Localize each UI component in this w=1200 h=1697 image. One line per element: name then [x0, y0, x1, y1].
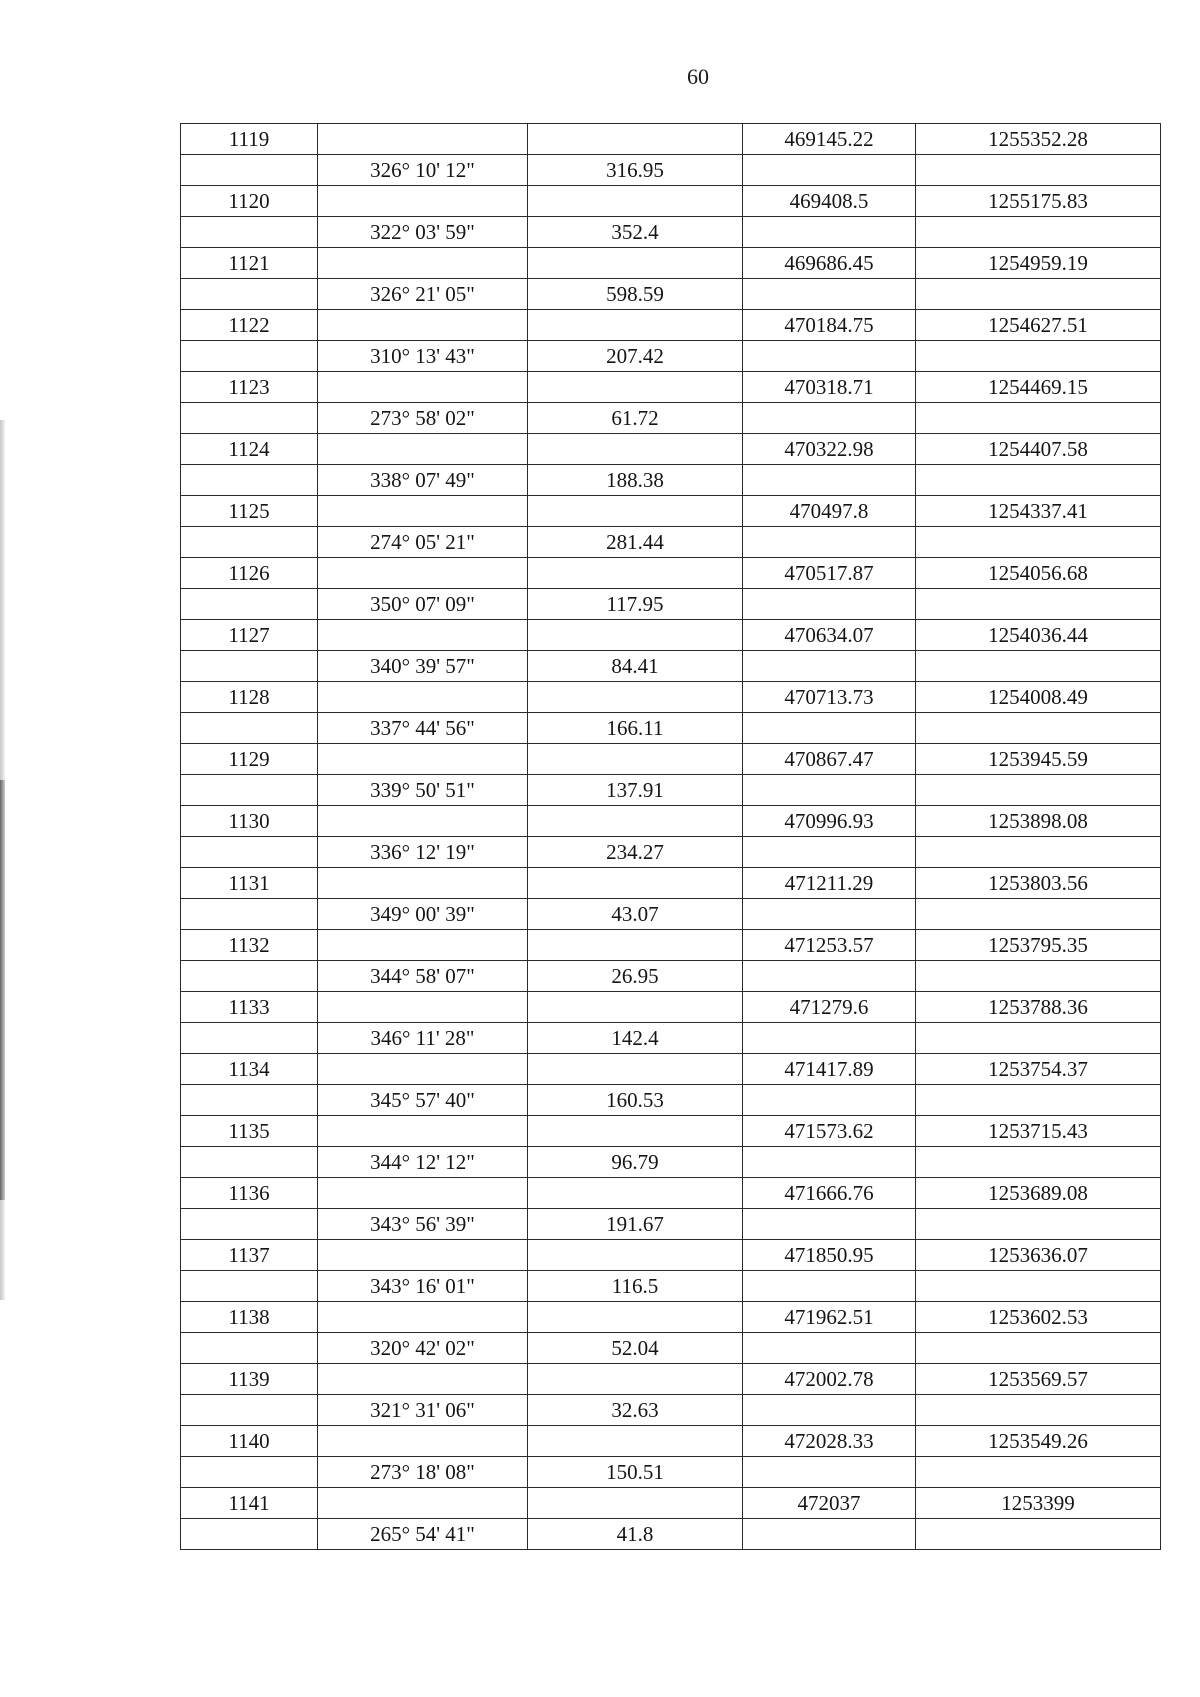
- y-coordinate-cell: 1255175.83: [916, 186, 1161, 217]
- x-coordinate-cell: 471279.6: [743, 992, 916, 1023]
- distance-cell: 137.91: [528, 775, 743, 806]
- table-row-point: [181, 1240, 1161, 1271]
- table-row-segment: [181, 1147, 1161, 1178]
- empty-cell: [318, 744, 528, 775]
- y-coordinate-cell: 1253689.08: [916, 1178, 1161, 1209]
- distance-cell: 188.38: [528, 465, 743, 496]
- empty-cell: [916, 1147, 1161, 1178]
- empty-cell: [528, 1116, 743, 1147]
- distance-cell: 352.4: [528, 217, 743, 248]
- point-id-cell: 1122: [181, 310, 318, 341]
- empty-cell: [528, 1302, 743, 1333]
- bearing-cell: 344° 58' 07": [318, 961, 528, 992]
- empty-cell: [743, 1457, 916, 1488]
- empty-cell: [181, 589, 318, 620]
- empty-cell: [181, 1209, 318, 1240]
- bearing-cell: 340° 39' 57": [318, 651, 528, 682]
- distance-cell: 32.63: [528, 1395, 743, 1426]
- table-row-point: [181, 186, 1161, 217]
- point-id-cell: 1125: [181, 496, 318, 527]
- empty-cell: [318, 682, 528, 713]
- coordinates-table: [180, 123, 1161, 1550]
- empty-cell: [181, 961, 318, 992]
- empty-cell: [181, 1457, 318, 1488]
- point-id-cell: 1138: [181, 1302, 318, 1333]
- y-coordinate-cell: 1253788.36: [916, 992, 1161, 1023]
- bearing-cell: 274° 05' 21": [318, 527, 528, 558]
- empty-cell: [743, 1023, 916, 1054]
- distance-cell: 191.67: [528, 1209, 743, 1240]
- bearing-cell: 336° 12' 19": [318, 837, 528, 868]
- empty-cell: [181, 1333, 318, 1364]
- point-id-cell: 1136: [181, 1178, 318, 1209]
- table-row-point: [181, 1488, 1161, 1519]
- y-coordinate-cell: 1253636.07: [916, 1240, 1161, 1271]
- empty-cell: [528, 496, 743, 527]
- x-coordinate-cell: 472028.33: [743, 1426, 916, 1457]
- table-row-point: [181, 868, 1161, 899]
- empty-cell: [528, 1054, 743, 1085]
- y-coordinate-cell: 1253803.56: [916, 868, 1161, 899]
- empty-cell: [916, 651, 1161, 682]
- point-id-cell: 1121: [181, 248, 318, 279]
- table-row-segment: [181, 837, 1161, 868]
- empty-cell: [743, 1085, 916, 1116]
- empty-cell: [181, 279, 318, 310]
- x-coordinate-cell: 470517.87: [743, 558, 916, 589]
- empty-cell: [743, 527, 916, 558]
- empty-cell: [181, 341, 318, 372]
- bearing-cell: 273° 18' 08": [318, 1457, 528, 1488]
- empty-cell: [916, 1519, 1161, 1550]
- x-coordinate-cell: 470497.8: [743, 496, 916, 527]
- table-row-segment: [181, 403, 1161, 434]
- empty-cell: [318, 1054, 528, 1085]
- empty-cell: [528, 124, 743, 155]
- bearing-cell: 343° 16' 01": [318, 1271, 528, 1302]
- empty-cell: [528, 372, 743, 403]
- table-row-segment: [181, 1023, 1161, 1054]
- bearing-cell: 343° 56' 39": [318, 1209, 528, 1240]
- empty-cell: [916, 1209, 1161, 1240]
- empty-cell: [181, 465, 318, 496]
- point-id-cell: 1128: [181, 682, 318, 713]
- empty-cell: [181, 837, 318, 868]
- bearing-cell: 310° 13' 43": [318, 341, 528, 372]
- point-id-cell: 1137: [181, 1240, 318, 1271]
- table-row-point: [181, 620, 1161, 651]
- point-id-cell: 1139: [181, 1364, 318, 1395]
- point-id-cell: 1119: [181, 124, 318, 155]
- bearing-cell: 265° 54' 41": [318, 1519, 528, 1550]
- x-coordinate-cell: 471211.29: [743, 868, 916, 899]
- empty-cell: [528, 992, 743, 1023]
- empty-cell: [528, 434, 743, 465]
- distance-cell: 142.4: [528, 1023, 743, 1054]
- empty-cell: [528, 248, 743, 279]
- distance-cell: 117.95: [528, 589, 743, 620]
- table-row-point: [181, 1054, 1161, 1085]
- empty-cell: [318, 186, 528, 217]
- distance-cell: 96.79: [528, 1147, 743, 1178]
- table-body: [181, 124, 1161, 1550]
- table-row-point: [181, 930, 1161, 961]
- empty-cell: [318, 1178, 528, 1209]
- empty-cell: [318, 496, 528, 527]
- point-id-cell: 1134: [181, 1054, 318, 1085]
- distance-cell: 41.8: [528, 1519, 743, 1550]
- table-row-segment: [181, 341, 1161, 372]
- empty-cell: [181, 1023, 318, 1054]
- bearing-cell: 345° 57' 40": [318, 1085, 528, 1116]
- y-coordinate-cell: 1254407.58: [916, 434, 1161, 465]
- distance-cell: 150.51: [528, 1457, 743, 1488]
- empty-cell: [181, 1395, 318, 1426]
- bearing-cell: 320° 42' 02": [318, 1333, 528, 1364]
- empty-cell: [916, 1457, 1161, 1488]
- distance-cell: 281.44: [528, 527, 743, 558]
- table-row-segment: [181, 1519, 1161, 1550]
- table-row-segment: [181, 465, 1161, 496]
- empty-cell: [743, 651, 916, 682]
- empty-cell: [528, 806, 743, 837]
- table-row-segment: [181, 1271, 1161, 1302]
- x-coordinate-cell: 471253.57: [743, 930, 916, 961]
- empty-cell: [743, 1271, 916, 1302]
- distance-cell: 160.53: [528, 1085, 743, 1116]
- table-row-point: [181, 1302, 1161, 1333]
- table-row-segment: [181, 589, 1161, 620]
- y-coordinate-cell: 1254056.68: [916, 558, 1161, 589]
- point-id-cell: 1135: [181, 1116, 318, 1147]
- bearing-cell: 346° 11' 28": [318, 1023, 528, 1054]
- empty-cell: [181, 1085, 318, 1116]
- bearing-cell: 339° 50' 51": [318, 775, 528, 806]
- distance-cell: 61.72: [528, 403, 743, 434]
- point-id-cell: 1140: [181, 1426, 318, 1457]
- x-coordinate-cell: 471417.89: [743, 1054, 916, 1085]
- empty-cell: [318, 248, 528, 279]
- empty-cell: [916, 465, 1161, 496]
- y-coordinate-cell: 1254627.51: [916, 310, 1161, 341]
- empty-cell: [318, 124, 528, 155]
- table-row-point: [181, 682, 1161, 713]
- table-row-segment: [181, 1333, 1161, 1364]
- empty-cell: [743, 1519, 916, 1550]
- empty-cell: [528, 868, 743, 899]
- point-id-cell: 1126: [181, 558, 318, 589]
- empty-cell: [528, 310, 743, 341]
- bearing-cell: 326° 10' 12": [318, 155, 528, 186]
- x-coordinate-cell: 471850.95: [743, 1240, 916, 1271]
- empty-cell: [916, 775, 1161, 806]
- empty-cell: [528, 558, 743, 589]
- empty-cell: [318, 1488, 528, 1519]
- table-row-point: [181, 372, 1161, 403]
- y-coordinate-cell: 1253602.53: [916, 1302, 1161, 1333]
- table-row-segment: [181, 1395, 1161, 1426]
- table-row-point: [181, 496, 1161, 527]
- empty-cell: [916, 217, 1161, 248]
- x-coordinate-cell: 471573.62: [743, 1116, 916, 1147]
- y-coordinate-cell: 1254008.49: [916, 682, 1161, 713]
- table-row-segment: [181, 1209, 1161, 1240]
- bearing-cell: 321° 31' 06": [318, 1395, 528, 1426]
- empty-cell: [181, 217, 318, 248]
- empty-cell: [743, 279, 916, 310]
- x-coordinate-cell: 469686.45: [743, 248, 916, 279]
- empty-cell: [528, 1240, 743, 1271]
- distance-cell: 84.41: [528, 651, 743, 682]
- empty-cell: [318, 620, 528, 651]
- empty-cell: [318, 868, 528, 899]
- table-row-segment: [181, 155, 1161, 186]
- empty-cell: [528, 1178, 743, 1209]
- empty-cell: [318, 992, 528, 1023]
- empty-cell: [743, 1395, 916, 1426]
- y-coordinate-cell: 1254469.15: [916, 372, 1161, 403]
- y-coordinate-cell: 1253898.08: [916, 806, 1161, 837]
- empty-cell: [181, 775, 318, 806]
- distance-cell: 43.07: [528, 899, 743, 930]
- empty-cell: [916, 1023, 1161, 1054]
- y-coordinate-cell: 1254959.19: [916, 248, 1161, 279]
- empty-cell: [743, 465, 916, 496]
- y-coordinate-cell: 1254036.44: [916, 620, 1161, 651]
- table-row-segment: [181, 1457, 1161, 1488]
- x-coordinate-cell: 472037: [743, 1488, 916, 1519]
- empty-cell: [318, 1426, 528, 1457]
- table-row-point: [181, 434, 1161, 465]
- table-row-segment: [181, 713, 1161, 744]
- x-coordinate-cell: 471962.51: [743, 1302, 916, 1333]
- table-row-segment: [181, 775, 1161, 806]
- x-coordinate-cell: 470318.71: [743, 372, 916, 403]
- empty-cell: [743, 899, 916, 930]
- empty-cell: [916, 899, 1161, 930]
- table-row-point: [181, 1116, 1161, 1147]
- distance-cell: 52.04: [528, 1333, 743, 1364]
- empty-cell: [916, 527, 1161, 558]
- y-coordinate-cell: 1253569.57: [916, 1364, 1161, 1395]
- empty-cell: [318, 558, 528, 589]
- x-coordinate-cell: 470322.98: [743, 434, 916, 465]
- empty-cell: [916, 713, 1161, 744]
- empty-cell: [318, 310, 528, 341]
- empty-cell: [181, 1271, 318, 1302]
- empty-cell: [916, 403, 1161, 434]
- point-id-cell: 1123: [181, 372, 318, 403]
- point-id-cell: 1120: [181, 186, 318, 217]
- distance-cell: 316.95: [528, 155, 743, 186]
- y-coordinate-cell: 1253399: [916, 1488, 1161, 1519]
- table-row-point: [181, 124, 1161, 155]
- empty-cell: [318, 930, 528, 961]
- bearing-cell: 322° 03' 59": [318, 217, 528, 248]
- point-id-cell: 1133: [181, 992, 318, 1023]
- y-coordinate-cell: 1253549.26: [916, 1426, 1161, 1457]
- empty-cell: [743, 713, 916, 744]
- page-number: 60: [687, 64, 709, 89]
- empty-cell: [916, 589, 1161, 620]
- empty-cell: [528, 1364, 743, 1395]
- point-id-cell: 1124: [181, 434, 318, 465]
- empty-cell: [318, 434, 528, 465]
- scan-shadow-dark: [0, 780, 5, 1200]
- x-coordinate-cell: 471666.76: [743, 1178, 916, 1209]
- x-coordinate-cell: 469408.5: [743, 186, 916, 217]
- x-coordinate-cell: 469145.22: [743, 124, 916, 155]
- empty-cell: [916, 279, 1161, 310]
- x-coordinate-cell: 470184.75: [743, 310, 916, 341]
- bearing-cell: 344° 12' 12": [318, 1147, 528, 1178]
- empty-cell: [528, 1426, 743, 1457]
- empty-cell: [916, 1271, 1161, 1302]
- table-row-segment: [181, 961, 1161, 992]
- y-coordinate-cell: 1253795.35: [916, 930, 1161, 961]
- empty-cell: [318, 1364, 528, 1395]
- y-coordinate-cell: 1253715.43: [916, 1116, 1161, 1147]
- empty-cell: [528, 1488, 743, 1519]
- empty-cell: [181, 403, 318, 434]
- table-row-segment: [181, 527, 1161, 558]
- distance-cell: 598.59: [528, 279, 743, 310]
- table-row-point: [181, 248, 1161, 279]
- y-coordinate-cell: 1253754.37: [916, 1054, 1161, 1085]
- empty-cell: [743, 341, 916, 372]
- table-row-segment: [181, 651, 1161, 682]
- bearing-cell: 326° 21' 05": [318, 279, 528, 310]
- bearing-cell: 337° 44' 56": [318, 713, 528, 744]
- empty-cell: [318, 372, 528, 403]
- empty-cell: [528, 744, 743, 775]
- bearing-cell: 273° 58' 02": [318, 403, 528, 434]
- table-row-point: [181, 1364, 1161, 1395]
- bearing-cell: 338° 07' 49": [318, 465, 528, 496]
- empty-cell: [181, 1147, 318, 1178]
- empty-cell: [318, 1240, 528, 1271]
- point-id-cell: 1132: [181, 930, 318, 961]
- empty-cell: [743, 1333, 916, 1364]
- table-row-segment: [181, 279, 1161, 310]
- point-id-cell: 1130: [181, 806, 318, 837]
- empty-cell: [181, 1519, 318, 1550]
- y-coordinate-cell: 1253945.59: [916, 744, 1161, 775]
- distance-cell: 116.5: [528, 1271, 743, 1302]
- empty-cell: [743, 1209, 916, 1240]
- x-coordinate-cell: 470713.73: [743, 682, 916, 713]
- empty-cell: [528, 682, 743, 713]
- table-row-point: [181, 310, 1161, 341]
- empty-cell: [181, 155, 318, 186]
- empty-cell: [181, 527, 318, 558]
- distance-cell: 166.11: [528, 713, 743, 744]
- empty-cell: [181, 651, 318, 682]
- empty-cell: [916, 961, 1161, 992]
- empty-cell: [181, 899, 318, 930]
- empty-cell: [743, 775, 916, 806]
- bearing-cell: 350° 07' 09": [318, 589, 528, 620]
- empty-cell: [181, 713, 318, 744]
- x-coordinate-cell: 470634.07: [743, 620, 916, 651]
- point-id-cell: 1141: [181, 1488, 318, 1519]
- x-coordinate-cell: 470867.47: [743, 744, 916, 775]
- distance-cell: 234.27: [528, 837, 743, 868]
- empty-cell: [318, 1116, 528, 1147]
- empty-cell: [743, 837, 916, 868]
- table-row-segment: [181, 1085, 1161, 1116]
- empty-cell: [528, 620, 743, 651]
- point-id-cell: 1127: [181, 620, 318, 651]
- empty-cell: [743, 403, 916, 434]
- empty-cell: [916, 1333, 1161, 1364]
- table-row-point: [181, 1426, 1161, 1457]
- empty-cell: [318, 806, 528, 837]
- empty-cell: [528, 930, 743, 961]
- point-id-cell: 1129: [181, 744, 318, 775]
- empty-cell: [743, 155, 916, 186]
- distance-cell: 207.42: [528, 341, 743, 372]
- table-row-segment: [181, 217, 1161, 248]
- table-row-point: [181, 558, 1161, 589]
- empty-cell: [743, 961, 916, 992]
- empty-cell: [528, 186, 743, 217]
- y-coordinate-cell: 1254337.41: [916, 496, 1161, 527]
- bearing-cell: 349° 00' 39": [318, 899, 528, 930]
- empty-cell: [916, 155, 1161, 186]
- empty-cell: [743, 217, 916, 248]
- table-row-point: [181, 744, 1161, 775]
- empty-cell: [743, 1147, 916, 1178]
- empty-cell: [916, 837, 1161, 868]
- table-row-segment: [181, 899, 1161, 930]
- empty-cell: [743, 589, 916, 620]
- table-row-point: [181, 806, 1161, 837]
- empty-cell: [916, 1395, 1161, 1426]
- table-row-point: [181, 992, 1161, 1023]
- x-coordinate-cell: 472002.78: [743, 1364, 916, 1395]
- x-coordinate-cell: 470996.93: [743, 806, 916, 837]
- y-coordinate-cell: 1255352.28: [916, 124, 1161, 155]
- empty-cell: [916, 1085, 1161, 1116]
- empty-cell: [916, 341, 1161, 372]
- empty-cell: [318, 1302, 528, 1333]
- table-row-point: [181, 1178, 1161, 1209]
- distance-cell: 26.95: [528, 961, 743, 992]
- point-id-cell: 1131: [181, 868, 318, 899]
